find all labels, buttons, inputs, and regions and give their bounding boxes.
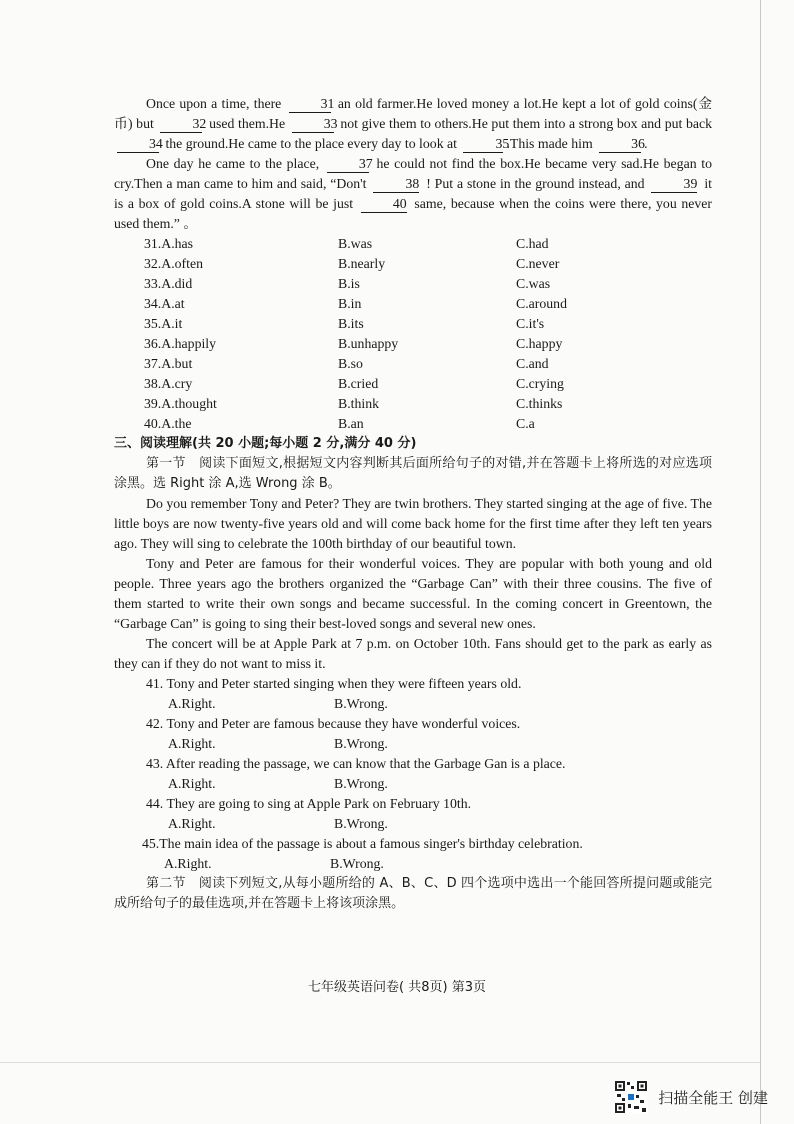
passage-paragraph: Do you remember Tony and Peter? They are twin brothers. They started singing at the age of five. The little boys are now twenty-five years old and will come back home for the first time after they left ten years ago. They will sing to celebrate the 100th birthday of our beautiful town. xyxy=(114,496,712,551)
option-row: 40.A.the B.an C.a xyxy=(144,416,535,431)
blank-36: 36 xyxy=(599,135,641,153)
option-row: 31.A.has B.was C.had xyxy=(144,236,549,251)
blank-31: 31 xyxy=(289,95,331,113)
question-41: 41. Tony and Peter started singing when they were fifteen years old. xyxy=(146,676,522,691)
answer-options: A.Right. B.Wrong. xyxy=(164,856,384,871)
blank-34: 34 xyxy=(117,135,159,153)
cloze-options xyxy=(114,234,712,434)
page-footer: 七年级英语问卷( 共8页) 第3页 xyxy=(308,980,486,995)
option-row: 36.A.happily B.unhappy C.happy xyxy=(144,336,563,351)
question-42: 42. Tony and Peter are famous because they have wonderful voices. xyxy=(146,716,521,731)
question-list xyxy=(114,674,712,874)
blank-32: 32 xyxy=(160,115,202,133)
question-45: 45.The main idea of the passage is about a famous singer's birthday celebration. xyxy=(142,836,583,851)
page-content xyxy=(114,94,712,914)
blank-38: 38 xyxy=(373,175,419,193)
question-44: 44. They are going to sing at Apple Park on February 10th. xyxy=(146,796,472,811)
blank-33: 33 xyxy=(292,115,334,133)
option-row: 32.A.often B.nearly C.never xyxy=(144,256,560,271)
cloze-paragraph-2: One day he came to the place, 37 he could not find the box.He became very sad.He began to cry.Then a man came to him and said, “Don't 38 ! Put a stone in the ground instead, and 39 it is a box of gold coins.A stone will be just 40 same, because when the coins were there, you never used them.” 。 xyxy=(114,156,713,231)
section-1-instructions: 第一节 阅读下面短文,根据短文内容判断其后面所给句子的对错,并在答题卡上将所选的对应选项涂黑。选 Right 涂 A,选 Wrong 涂 B。 xyxy=(114,456,712,491)
option-row: 38.A.cry B.cried C.crying xyxy=(144,376,564,391)
answer-options: A.Right. B.Wrong. xyxy=(168,696,388,711)
blank-39: 39 xyxy=(651,175,697,193)
qr-code-icon xyxy=(614,1080,648,1114)
answer-options: A.Right. B.Wrong. xyxy=(168,816,388,831)
cloze-paragraph-1: Once upon a time, there 31 an old farmer.He loved money a lot.He kept a lot of gold coins(金币) but 32 used them.He 33 not give them to others.He put them into a strong box and put back 34 the ground.He came to the place every day to look at 35.This made him 36. xyxy=(114,96,713,151)
bottom-rule xyxy=(0,1062,760,1063)
question-43: 43. After reading the passage, we can know that the Garbage Gan is a place. xyxy=(146,756,566,771)
option-row: 34.A.at B.in C.around xyxy=(144,296,567,311)
page-edge-rule xyxy=(760,0,761,1124)
blank-37: 37 xyxy=(327,155,369,173)
option-row: 33.A.did B.is C.was xyxy=(144,276,551,291)
passage-paragraph: The concert will be at Apple Park at 7 p.m. on October 10th. Fans should get to the park as early as they can if they do not want to miss it. xyxy=(114,636,712,671)
answer-options: A.Right. B.Wrong. xyxy=(168,776,388,791)
scanner-watermark: 扫描全能王 创建 xyxy=(614,1080,768,1114)
blank-35: 35 xyxy=(463,135,503,153)
option-row: 35.A.it B.its C.it's xyxy=(144,316,545,331)
section-heading: 三、阅读理解(共 20 小题;每小题 2 分,满分 40 分) xyxy=(114,436,417,451)
blank-40: 40 xyxy=(361,195,407,213)
section-2-instructions: 第二节 阅读下列短文,从每小题所给的 A、B、C、D 四个选项中选出一个能回答所提问题或能完成所给句子的最佳选项,并在答题卡上将该项涂黑。 xyxy=(114,876,712,911)
option-row: 39.A.thought B.think C.thinks xyxy=(144,396,563,411)
option-row: 37.A.but B.so C.and xyxy=(144,356,549,371)
answer-options: A.Right. B.Wrong. xyxy=(168,736,388,751)
passage-paragraph: Tony and Peter are famous for their wonderful voices. They are popular with both young and old people. Three years ago the brothers organized the “Garbage Can” with their three cousins. The five of them started to write their own songs and became successful. In the coming concert in Greentown, the “Garbage Can” is going to sing their best-loved songs and several new ones. xyxy=(114,556,712,631)
